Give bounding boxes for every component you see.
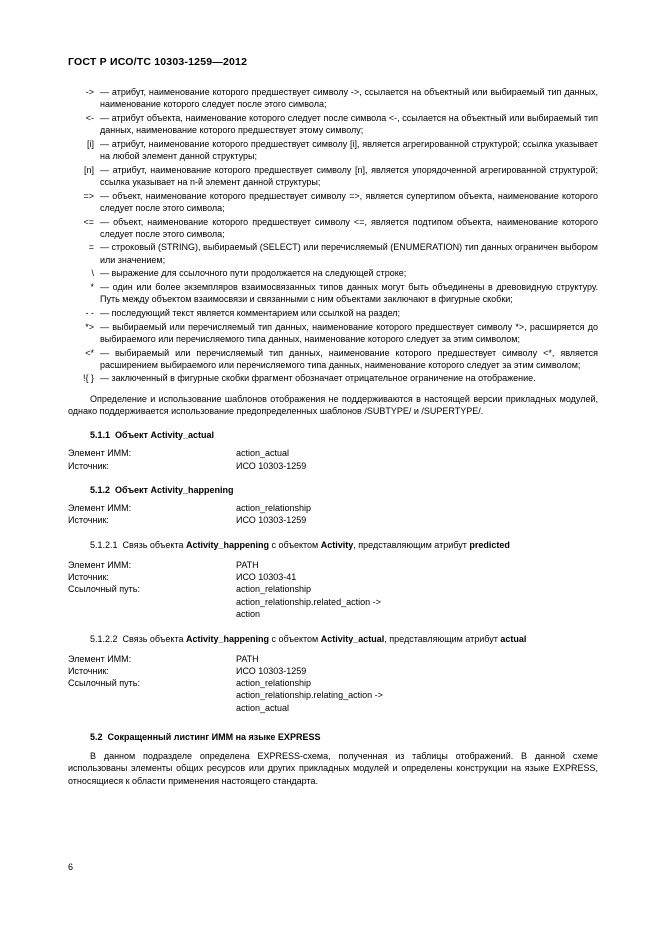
field-value: action_relationship [236,678,312,689]
definition-item [68,372,598,384]
table-row [68,689,383,701]
field-table-5-1-2-1 [68,559,381,620]
field-key [68,608,236,620]
definition-description: — атрибут, наименование которого предшествует символу ->, ссылается на объектный или выбираемый тип данных, наименование которого следует после этого символа; [100,87,598,110]
section-heading-5-1-2 [68,485,598,495]
table-row [68,447,306,459]
definition-description: — атрибут объекта, наименование которого следует после символа <-, ссылается на объектный или выбираемый тип данных, наименование которого предшествует этому символу; [100,112,598,136]
subsection-entity-2: Activity_actual [320,634,385,645]
field-key: Ссылочный путь: [68,584,140,595]
definition-description: — выбираемый или перечисляемый тип данных, наименование которого предшествует символу <*, является расширением выбираемого или перечисляемого типа данных, наименование которого следует за этим символом; [100,347,598,370]
document-standard-header: ГОСТ Р ИСО/ТС 10303-1259—2012 [68,56,248,68]
definition-term: - - [85,307,94,318]
table-row [68,460,306,472]
table-row [68,583,381,595]
definition-item [68,347,598,371]
definition-item [68,190,598,214]
definition-item [68,112,598,136]
definition-description: — заключенный в фигурные скобки фрагмент обозначает отрицательное ограничение на отображение. [100,373,536,384]
field-value: ИСО 10303-41 [236,572,297,583]
field-key: Источник: [68,572,109,583]
subsection-text-2: с объектом [269,634,321,645]
table-row [68,571,381,583]
definition-description: — атрибут, наименование которого предшествует символу [n], является упорядоченной агрегированной структурой; ссылка указывает на n-й элемент данной структуры; [100,164,598,187]
field-value: PATH [236,559,259,570]
subsection-entity-2: Activity [320,540,354,551]
field-table-5-1-1 [68,447,306,472]
table-row [68,559,381,571]
subsection-text-1: Связь объекта [122,634,186,645]
definition-item [68,86,598,110]
field-key: Элемент ИММ: [68,502,132,513]
definition-item [68,321,598,345]
definition-item [68,138,598,162]
section-number: 5.2 [90,732,103,743]
section-number: 5.1.2 [90,484,111,495]
definition-description: — выражение для ссылочного пути продолжается на следующей строке; [100,268,407,279]
field-value: ИСО 10303-1259 [236,665,307,676]
definition-term: <* [85,347,94,358]
field-key: Элемент ИММ: [68,448,132,459]
definition-term: * [90,282,94,293]
definition-term: *> [85,321,94,332]
table-row [68,653,383,665]
field-value: action_relationship.relating_action -> [236,690,383,701]
field-key: Ссылочный путь: [68,678,140,689]
definition-item [68,241,598,265]
definition-description: — объект, наименование которого предшествует символу =>, является супертипом объекта, наименование которого следует после этого символа; [100,190,598,213]
table-row [68,665,383,677]
symbol-definitions-list [68,86,598,385]
field-value: action_relationship [236,584,312,595]
page-content [68,56,598,787]
definition-term: = [88,242,94,253]
section-heading-5-2 [68,732,598,742]
subsection-attribute: actual [500,634,527,645]
subsection-entity-1: Activity_happening [185,634,269,645]
express-listing-paragraph: В данном подразделе определена EXPRESS-схема, полученная из таблицы отображений. В данной схеме использованы элементы общих ресурсов или других прикладных модулей и определены конструкции на языке EXPRESS, относящиеся к области применения настоящего стандарта. [68,751,598,786]
field-key [68,689,236,701]
field-value: action_relationship.related_action -> [236,596,381,607]
section-title: Объект Activity_actual [115,430,214,441]
subsection-heading-5-1-2-2 [68,633,598,645]
definition-item [68,216,598,240]
page-number: 6 [68,862,74,872]
field-key [68,596,236,608]
subsection-number: 5.1.2.1 [90,540,118,551]
definition-description: — последующий текст является комментарием или ссылкой на раздел; [100,307,401,318]
definition-item [68,307,598,319]
mapping-templates-paragraph: Определение и использование шаблонов отображения не поддерживаются в настоящей версии прикладных модулей, однако поддерживается использование предопределенных шаблонов /SUBTYPE/ и /SUPERTYPE/. [68,393,598,416]
field-key: Элемент ИММ: [68,559,132,570]
field-value: PATH [236,653,259,664]
definition-term: <- [85,112,94,123]
subsection-text-3: , представляющим атрибут [353,540,470,551]
definition-description: — атрибут, наименование которого предшествует символу [i], является агрегированной структурой; ссылка указывает на любой элемент данной структуры; [100,138,598,162]
section-title: Объект Activity_happening [115,484,234,495]
field-value: action [236,608,261,619]
definition-description: — один или более экземпляров взаимосвязанных типов данных могут быть объединены в древовидную структуру. Путь между объектом взаимосвязи и связанными с ним объектами заключают в фигурные скобки; [100,282,598,305]
subsection-heading-5-1-2-1 [68,539,598,551]
definition-item [68,164,598,188]
subsection-attribute: predicted [469,540,510,551]
definition-term: [i] [86,138,94,149]
field-value: action_relationship [236,502,312,513]
table-row [68,514,311,526]
subsection-text-3: , представляющим атрибут [384,634,501,645]
section-title: Сокращенный листинг ИММ на языке EXPRESS [107,732,321,743]
definition-description: — строковый (STRING), выбираемый (SELECT) или перечисляемый (ENUMERATION) тип данных ограничен выбором или значением; [100,242,598,265]
table-row [68,596,381,608]
field-key: Источник: [68,515,109,526]
section-number: 5.1.1 [90,430,111,441]
field-value: ИСО 10303-1259 [236,515,307,526]
field-table-5-1-2-2 [68,653,383,714]
subsection-text-2: с объектом [269,540,321,551]
definition-description: — объект, наименование которого предшествует символу <=, является подтипом объекта, наименование которого следует после этого символа; [100,216,598,239]
definition-description: — выбираемый или перечисляемый тип данных, наименование которого предшествует символу *>, расширяется до выбираемого или перечисляемого типа данных, наименование которого следует за этим символом; [100,321,598,344]
field-key: Источник: [68,460,109,471]
subsection-text-1: Связь объекта [122,540,186,551]
definition-term: <= [83,216,94,227]
field-value: action_actual [236,448,290,459]
field-key: Источник: [68,665,109,676]
field-key [68,702,236,714]
table-row [68,677,383,689]
definition-item [68,281,598,305]
table-row [68,702,383,714]
definition-term: [n] [83,164,94,175]
table-row [68,502,311,514]
field-value: ИСО 10303-1259 [236,460,307,471]
subsection-entity-1: Activity_happening [185,540,269,551]
definition-term: => [83,190,94,201]
field-table-5-1-2 [68,502,311,527]
definition-term: -> [85,87,94,97]
definition-item [68,267,598,279]
section-heading-5-1-1 [68,430,598,440]
table-row [68,608,381,620]
field-key: Элемент ИММ: [68,653,132,664]
definition-term: \ [91,268,94,279]
field-value: action_actual [236,702,290,713]
subsection-number: 5.1.2.2 [90,634,118,645]
definition-term: !{ } [82,373,94,384]
